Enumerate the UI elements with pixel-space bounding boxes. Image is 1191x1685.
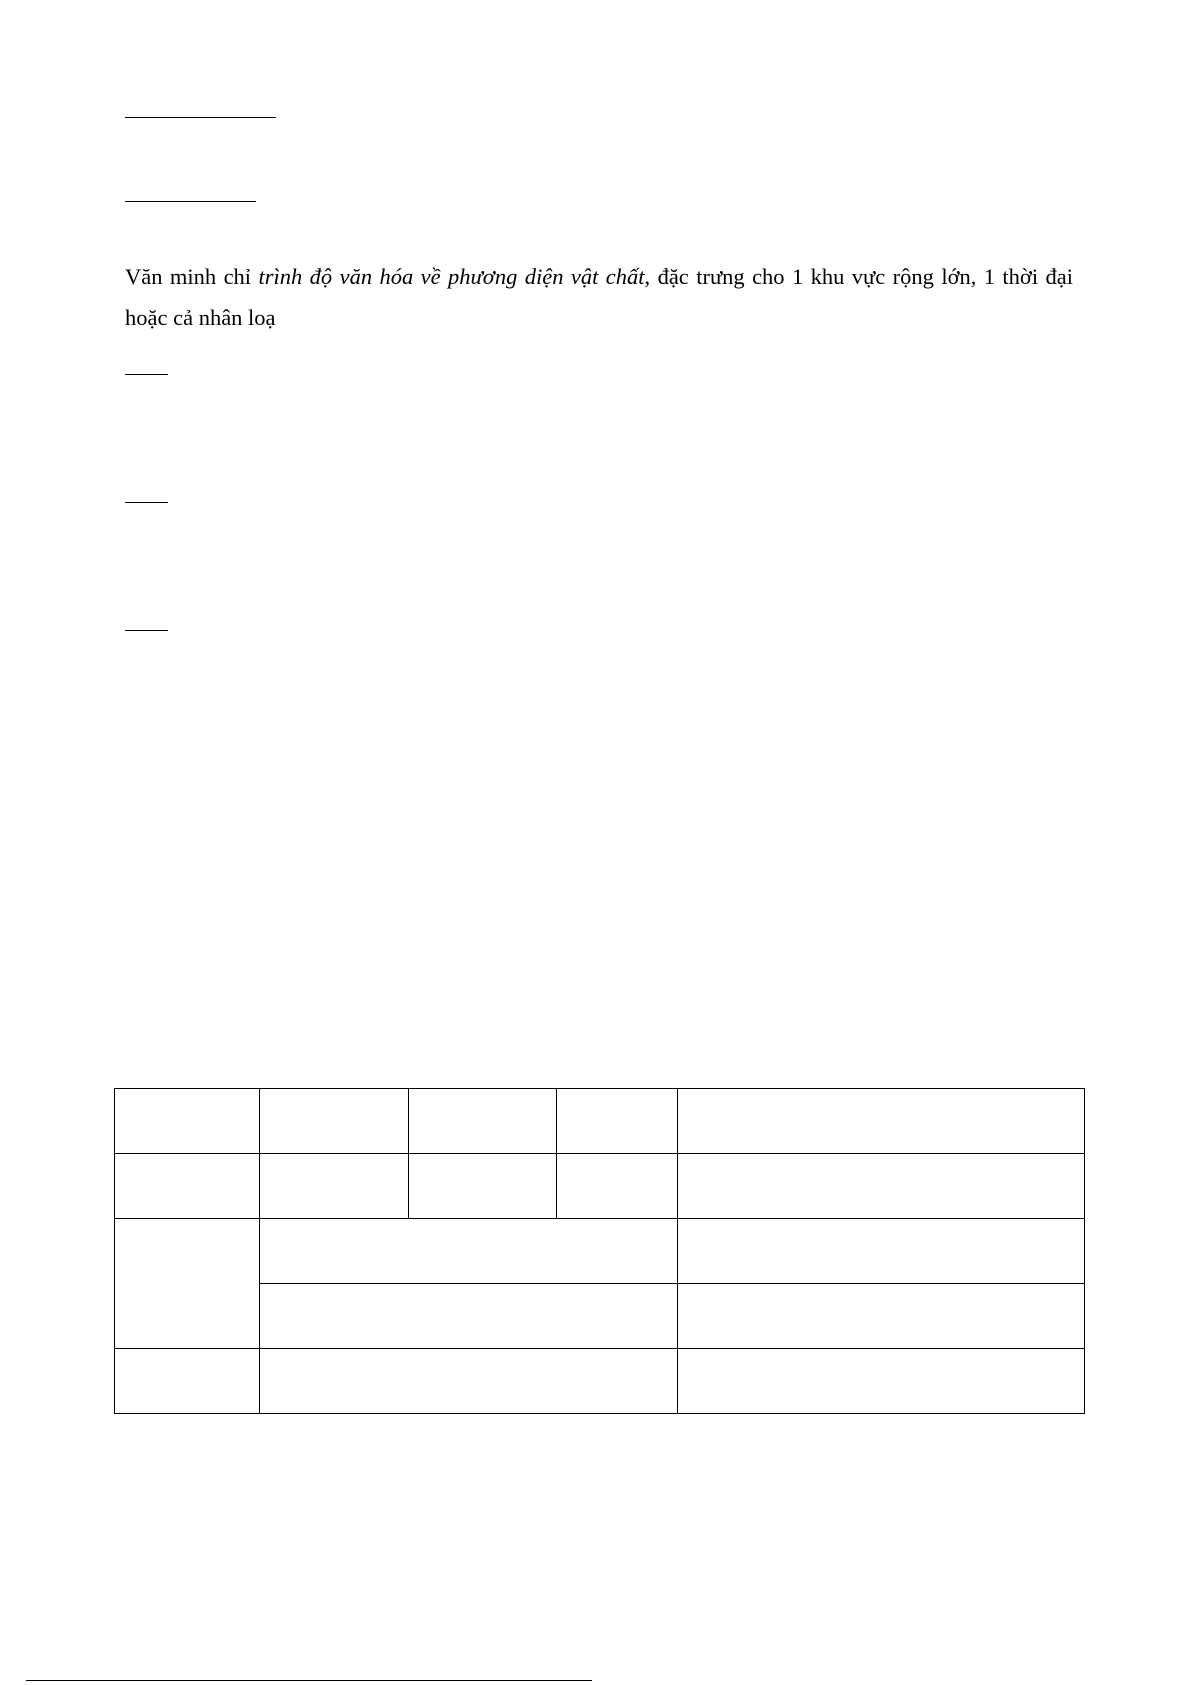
table-cell [260,1219,678,1284]
blank-label-line-1 [125,374,168,375]
definition-paragraph [125,256,1073,338]
footnote-separator [26,1680,592,1681]
table-cell [557,1089,678,1154]
table-cell [409,1154,557,1219]
comparison-table [114,1088,1085,1414]
table-cell [678,1219,1085,1284]
table-row [115,1349,1085,1414]
blank-label-line-3 [125,630,168,631]
table-cell [115,1219,260,1349]
table-row [115,1154,1085,1219]
paragraph-emphasis: trình độ văn hóa về phương diện vật chất [258,264,645,289]
table-cell [115,1349,260,1414]
table-cell [115,1089,260,1154]
table-cell [260,1154,409,1219]
table-cell [678,1349,1085,1414]
heading-blank-line-1 [125,117,276,118]
table-row [115,1089,1085,1154]
blank-label-line-2 [125,502,168,503]
table-cell [115,1154,260,1219]
table-cell [678,1089,1085,1154]
table-cell [557,1154,678,1219]
table-row [115,1219,1085,1284]
table-cell [260,1349,678,1414]
table-cell [260,1284,678,1349]
paragraph-lead: Văn minh chỉ [125,264,259,289]
table-cell [409,1089,557,1154]
table-cell [678,1154,1085,1219]
table-cell [678,1284,1085,1349]
heading-blank-line-2 [125,201,256,202]
paragraph-tail: , đặc trưng cho 1 khu vực rộng lớn, 1 thời đại hoặc cả nhân loạ [125,264,1073,330]
table-row [115,1284,1085,1349]
table-cell [260,1089,409,1154]
